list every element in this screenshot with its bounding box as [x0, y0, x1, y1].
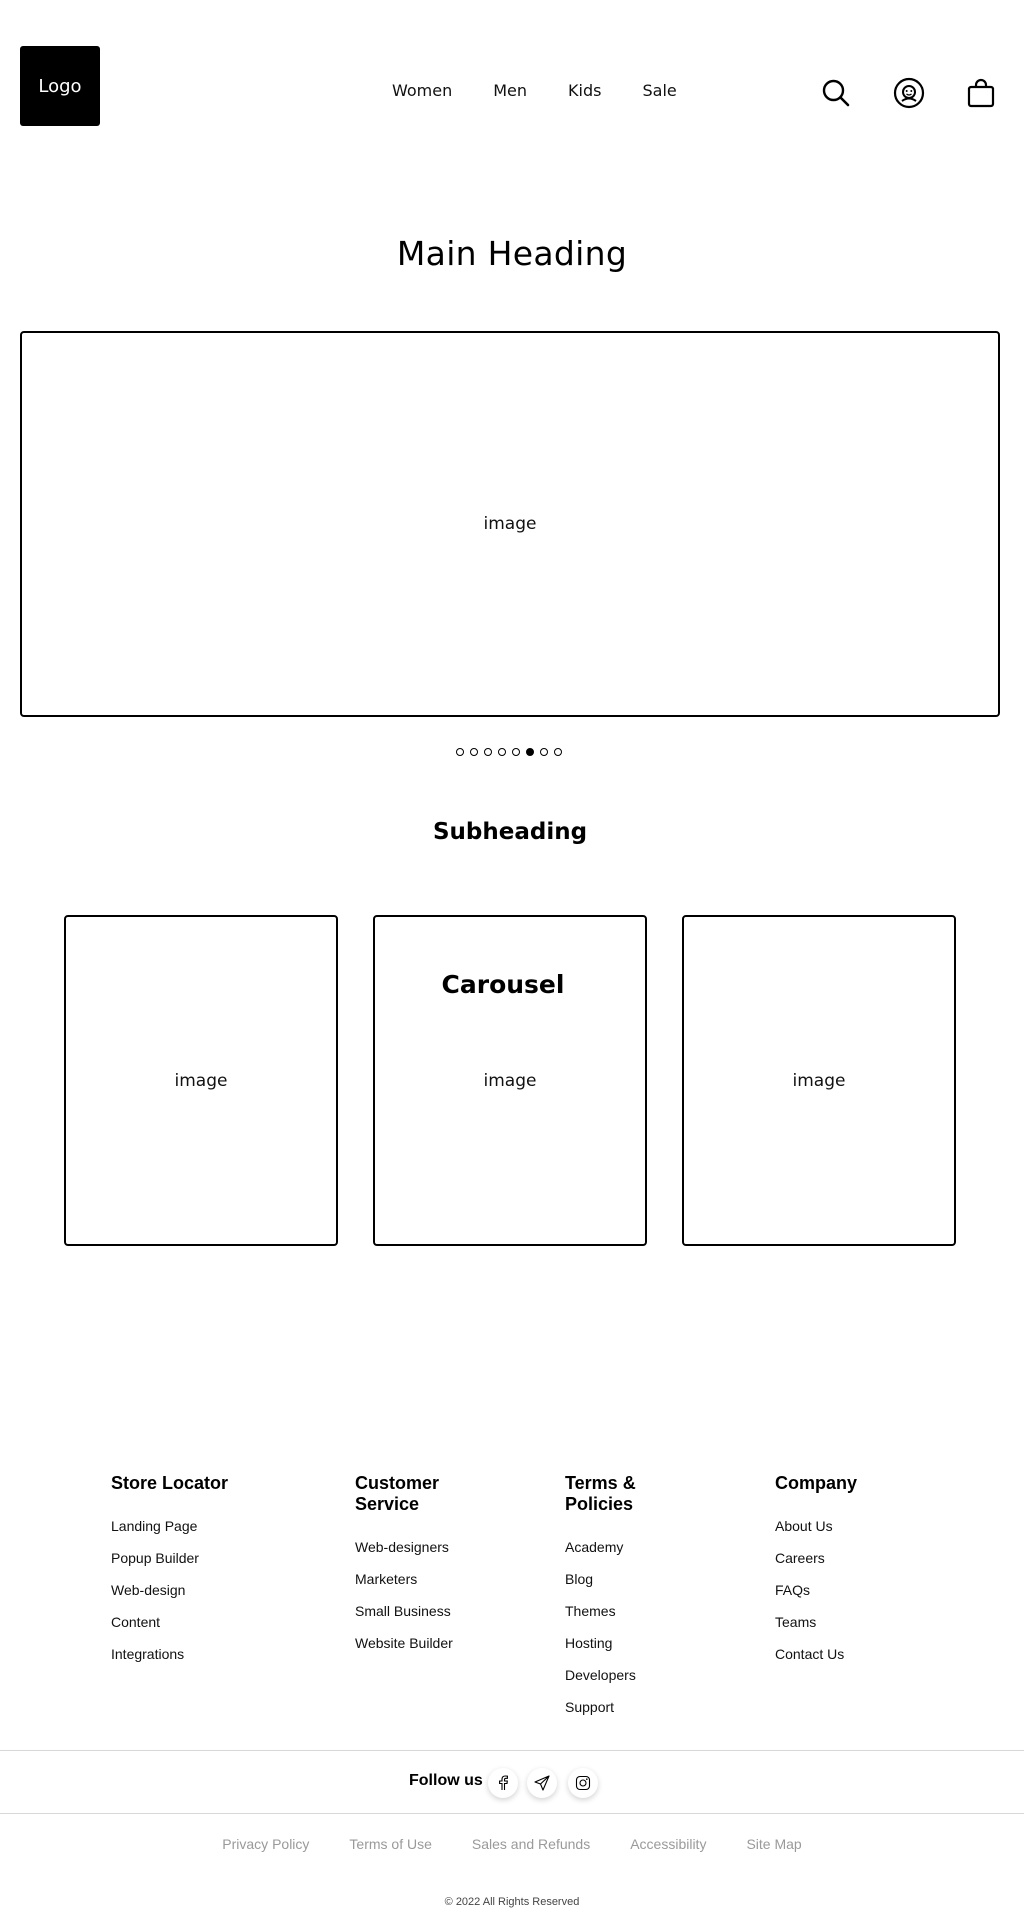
card-image-3[interactable] [682, 915, 956, 1246]
copyright: © 2022 All Rights Reserved [444, 1896, 580, 1908]
footer-link[interactable]: Integrations [111, 1646, 185, 1662]
footer-link[interactable]: Contact Us [775, 1646, 845, 1662]
footer-column-title: Store Locator [111, 1473, 229, 1493]
legal-link-site-map[interactable]: Site Map [746, 1836, 802, 1852]
footer-link[interactable]: About Us [775, 1518, 833, 1534]
footer-link[interactable]: Careers [775, 1550, 825, 1566]
main-nav [392, 80, 718, 102]
footer-divider [0, 1813, 1024, 1814]
footer-link[interactable]: Web-designers [355, 1539, 449, 1555]
footer-column-title: Customer Service [355, 1473, 440, 1514]
slider-dot[interactable] [512, 748, 520, 756]
facebook-icon[interactable] [488, 1768, 518, 1798]
footer-column-company [775, 1473, 975, 1670]
card-image-label: image [792, 1070, 846, 1091]
shopping-bag-icon[interactable] [964, 76, 998, 110]
footer-link[interactable]: Landing Page [111, 1518, 198, 1534]
card-image-label: image [174, 1070, 228, 1091]
slider-pagination [456, 748, 568, 756]
footer-link[interactable]: Popup Builder [111, 1550, 199, 1566]
footer-link[interactable]: Themes [565, 1603, 616, 1619]
footer-link[interactable]: Web-design [111, 1582, 186, 1598]
legal-link-accessibility[interactable]: Accessibility [630, 1836, 707, 1852]
nav-sale[interactable]: Sale [642, 81, 677, 100]
footer-link[interactable]: Hosting [565, 1635, 613, 1651]
telegram-icon[interactable] [527, 1768, 557, 1798]
slider-dot[interactable] [456, 748, 464, 756]
footer-column-customer-service [355, 1473, 475, 1659]
section-subheading: Subheading [432, 819, 588, 845]
legal-links [0, 1836, 1024, 1852]
footer-link[interactable]: Academy [565, 1539, 624, 1555]
legal-link-terms[interactable]: Terms of Use [349, 1836, 432, 1852]
footer-link[interactable]: Small Business [355, 1603, 451, 1619]
card-image-2[interactable] [373, 915, 647, 1246]
logo[interactable]: Logo [20, 46, 100, 126]
slider-dot[interactable] [498, 748, 506, 756]
footer-link[interactable]: Support [565, 1699, 615, 1715]
nav-men[interactable]: Men [493, 81, 528, 100]
card-image-label: image [483, 1070, 537, 1091]
card-image-1[interactable] [64, 915, 338, 1246]
hero-image [20, 331, 1000, 717]
footer-column-terms-policies [565, 1473, 675, 1723]
legal-link-privacy[interactable]: Privacy Policy [222, 1836, 310, 1852]
footer-link[interactable]: FAQs [775, 1582, 811, 1598]
footer-link[interactable]: Teams [775, 1614, 817, 1630]
slider-dot[interactable] [484, 748, 492, 756]
slider-dot[interactable] [540, 748, 548, 756]
footer-divider [0, 1750, 1024, 1751]
nav-kids[interactable]: Kids [568, 81, 602, 100]
hero-image-label: image [483, 514, 537, 534]
slider-dot[interactable] [526, 748, 534, 756]
footer-column-store-locator [111, 1473, 311, 1670]
nav-women[interactable]: Women [392, 81, 453, 100]
account-icon[interactable] [892, 76, 926, 110]
slider-dot[interactable] [470, 748, 478, 756]
follow-us-bar [0, 1766, 1024, 1800]
follow-us-label: Follow us [409, 1772, 483, 1789]
page-title: Main Heading [396, 234, 628, 273]
footer-link[interactable]: Marketers [355, 1571, 418, 1587]
footer-link[interactable]: Blog [565, 1571, 594, 1587]
slider-dot[interactable] [554, 748, 562, 756]
footer-column-title: Terms & Policies [565, 1473, 636, 1514]
legal-link-sales-refunds[interactable]: Sales and Refunds [471, 1836, 591, 1852]
footer-link[interactable]: Website Builder [355, 1635, 453, 1651]
instagram-icon[interactable] [568, 1768, 598, 1798]
footer-column-title: Company [775, 1473, 858, 1493]
search-icon[interactable] [819, 76, 853, 110]
footer-link[interactable]: Developers [565, 1667, 636, 1683]
carousel-label: Carousel [441, 970, 565, 999]
footer-link[interactable]: Content [111, 1614, 161, 1630]
